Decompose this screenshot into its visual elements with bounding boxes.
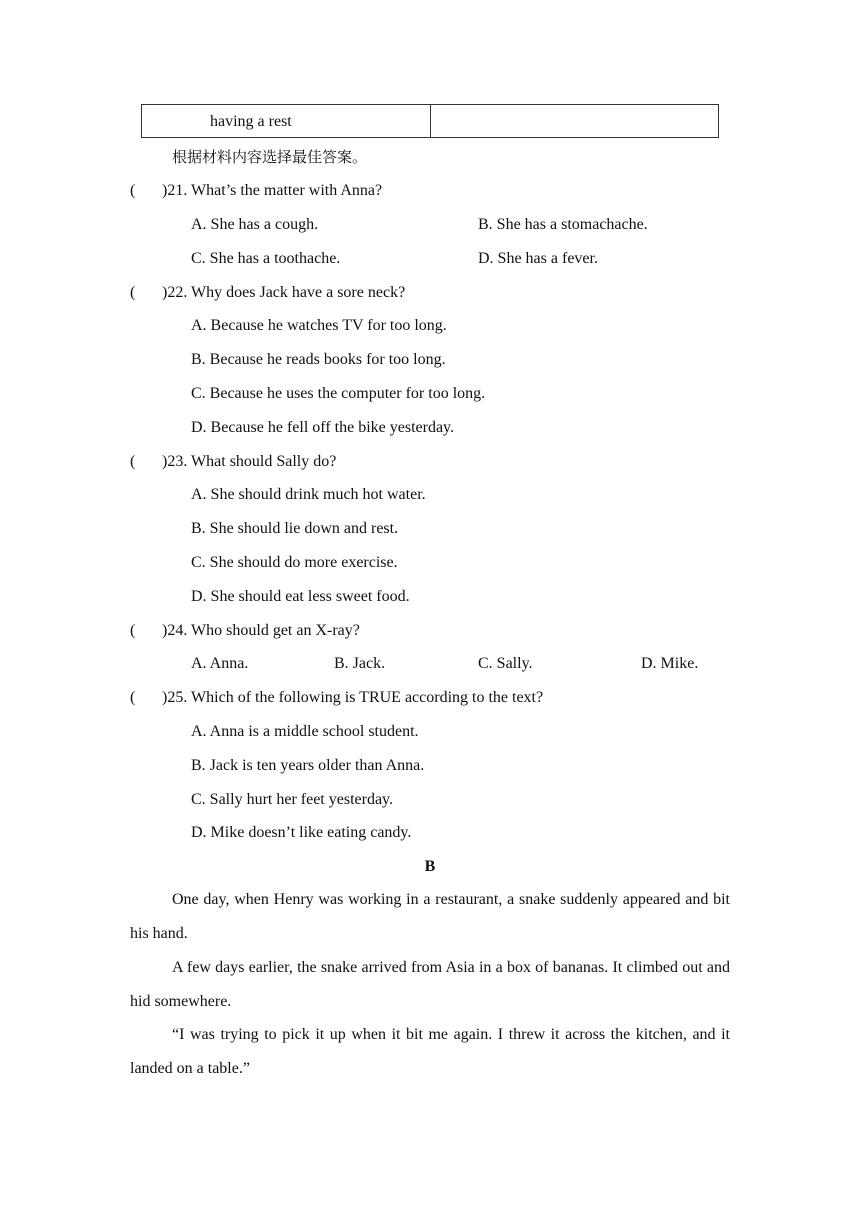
answer-blank: (	[130, 453, 136, 470]
answer-blank: (	[130, 622, 136, 639]
option-24-a: A. Anna.	[191, 655, 249, 672]
question-text: )21. What’s the matter with Anna?	[162, 182, 383, 199]
option-23-b: B. She should lie down and rest.	[191, 520, 399, 537]
option-23-a: A. She should drink much hot water.	[191, 486, 426, 503]
table-cell-right	[431, 105, 718, 137]
option-24-b: B. Jack.	[334, 655, 386, 672]
option-25-d: D. Mike doesn’t like eating candy.	[191, 824, 412, 841]
option-21-b: B. She has a stomachache.	[478, 216, 648, 233]
option-21-c: C. She has a toothache.	[191, 250, 341, 267]
question-text: )23. What should Sally do?	[162, 453, 337, 470]
passage-paragraph-1: One day, when Henry was working in a restaurant, a snake suddenly appeared and bit his hand.	[130, 891, 730, 942]
answer-blank: (	[130, 182, 136, 199]
passage-paragraph-3: “I was trying to pick it up when it bit me again. I threw it across the kitchen, and it landed on a table.”	[130, 1026, 730, 1077]
answer-blank: (	[130, 689, 136, 706]
question-22	[130, 283, 405, 303]
answer-blank: (	[130, 284, 136, 301]
question-text: )25. Which of the following is TRUE according to the text?	[162, 689, 544, 706]
option-22-d: D. Because he fell off the bike yesterday.	[191, 419, 455, 436]
instruction: 根据材料内容选择最佳答案。	[172, 148, 368, 166]
option-24-c: C. Sally.	[478, 655, 533, 672]
question-25	[130, 688, 543, 708]
option-23-d: D. She should eat less sweet food.	[191, 588, 410, 605]
option-25-c: C. Sally hurt her feet yesterday.	[191, 791, 394, 808]
option-21-d: D. She has a fever.	[478, 250, 598, 267]
answer-table	[141, 104, 719, 138]
question-text: )22. Why does Jack have a sore neck?	[162, 284, 406, 301]
option-25-b: B. Jack is ten years older than Anna.	[191, 757, 425, 774]
question-text: )24. Who should get an X-ray?	[162, 622, 360, 639]
passage-paragraph-2: A few days earlier, the snake arrived from Asia in a box of bananas. It climbed out and hid somewhere.	[130, 959, 730, 1010]
question-21	[130, 181, 382, 201]
option-22-a: A. Because he watches TV for too long.	[191, 317, 447, 334]
option-23-c: C. She should do more exercise.	[191, 554, 398, 571]
table-cell-left: having a rest	[142, 105, 431, 137]
question-23	[130, 452, 336, 472]
option-22-b: B. Because he reads books for too long.	[191, 351, 446, 368]
option-24-d: D. Mike.	[641, 655, 699, 672]
option-21-a: A. She has a cough.	[191, 216, 319, 233]
section-heading: B	[424, 858, 436, 875]
option-22-c: C. Because he uses the computer for too long.	[191, 385, 486, 402]
option-25-a: A. Anna is a middle school student.	[191, 723, 419, 740]
question-24	[130, 621, 360, 641]
